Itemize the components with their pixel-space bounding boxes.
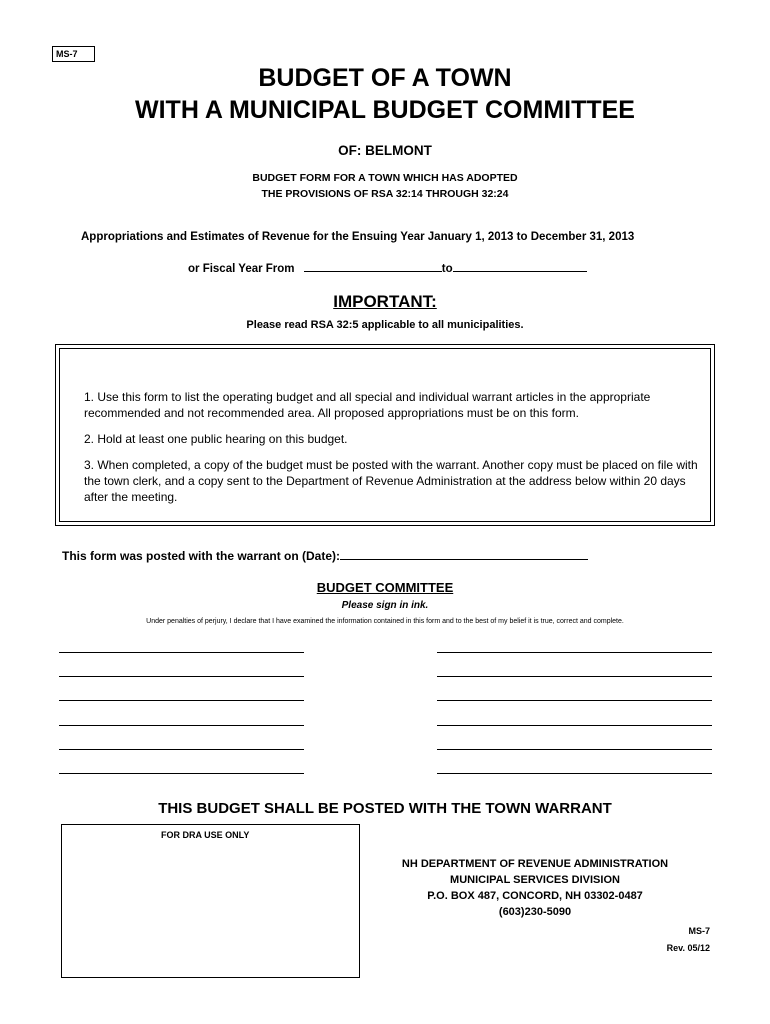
fiscal-year-to-label: to [441, 263, 453, 275]
footer-revision: Rev. 05/12 [666, 943, 710, 953]
posted-date-row [62, 547, 588, 563]
signature-line[interactable] [437, 700, 712, 701]
address-line: P.O. BOX 487, CONCORD, NH 03302-0487 [427, 890, 643, 902]
instruction-item: 3. When completed, a copy of the budget must be posted with the warrant. Another copy must be placed on file with the town clerk, and a copy sent to the Department of Revenue Administration at the address below within 20 days after the meeting. [84, 458, 698, 504]
address-line: (603)230-5090 [498, 906, 572, 918]
subtitle-line-1: BUDGET FORM FOR A TOWN WHICH HAS ADOPTED [252, 172, 518, 184]
important-heading: IMPORTANT: [333, 292, 437, 311]
dra-use-box [61, 824, 360, 978]
posted-date-field[interactable] [340, 547, 588, 560]
signature-line[interactable] [437, 676, 712, 677]
title-line-1: BUDGET OF A TOWN [258, 64, 512, 92]
signature-line[interactable] [59, 652, 304, 653]
read-rsa-note: Please read RSA 32:5 applicable to all municipalities. [246, 319, 524, 331]
instruction-item: 1. Use this form to list the operating budget and all special and individual warrant articles in the appropriate recommended and not recommended area. All proposed appropriations must be on this form. [84, 390, 651, 420]
dra-address [385, 856, 685, 920]
address-line: MUNICIPAL SERVICES DIVISION [450, 874, 620, 886]
budget-committee-heading: BUDGET COMMITTEE [316, 580, 454, 595]
fiscal-year-row [188, 259, 587, 275]
address-line: NH DEPARTMENT OF REVENUE ADMINISTRATION [401, 858, 669, 870]
signature-line[interactable] [59, 700, 304, 701]
footer-form-id: MS-7 [688, 926, 710, 936]
signature-line[interactable] [437, 652, 712, 653]
form-id-badge: MS-7 [52, 46, 95, 62]
perjury-statement: Under penalties of perjury, I declare that I have examined the information contained in this form and to the best of my belief it is true, correct and complete. [146, 618, 624, 625]
signature-line[interactable] [437, 773, 712, 774]
signature-line[interactable] [59, 676, 304, 677]
signature-line[interactable] [59, 773, 304, 774]
appropriations-period: Appropriations and Estimates of Revenue for the Ensuing Year January 1, 2013 to December 31, 2013 [81, 231, 635, 243]
instruction-item: 2. Hold at least one public hearing on this budget. [84, 432, 348, 446]
posted-date-label: This form was posted with the warrant on (Date): [62, 549, 341, 563]
signature-line[interactable] [59, 725, 304, 726]
municipality-name: OF: BELMONT [338, 143, 432, 158]
fiscal-year-from-field[interactable] [304, 259, 442, 272]
fiscal-year-label: or Fiscal Year From [188, 263, 295, 275]
instructions-inner-border [59, 348, 711, 522]
signature-line[interactable] [437, 749, 712, 750]
fiscal-year-to-field[interactable] [453, 259, 587, 272]
title-line-2: WITH A MUNICIPAL BUDGET COMMITTEE [135, 96, 635, 124]
signature-line[interactable] [437, 725, 712, 726]
instructions-list [84, 389, 704, 515]
instructions-box [55, 344, 715, 526]
dra-use-label: FOR DRA USE ONLY [161, 830, 250, 840]
warrant-notice: THIS BUDGET SHALL BE POSTED WITH THE TOWN WARRANT [158, 800, 612, 817]
subtitle-line-2: THE PROVISIONS OF RSA 32:14 THROUGH 32:24 [261, 188, 509, 200]
sign-in-ink-note: Please sign in ink. [341, 600, 429, 611]
signature-line[interactable] [59, 749, 304, 750]
